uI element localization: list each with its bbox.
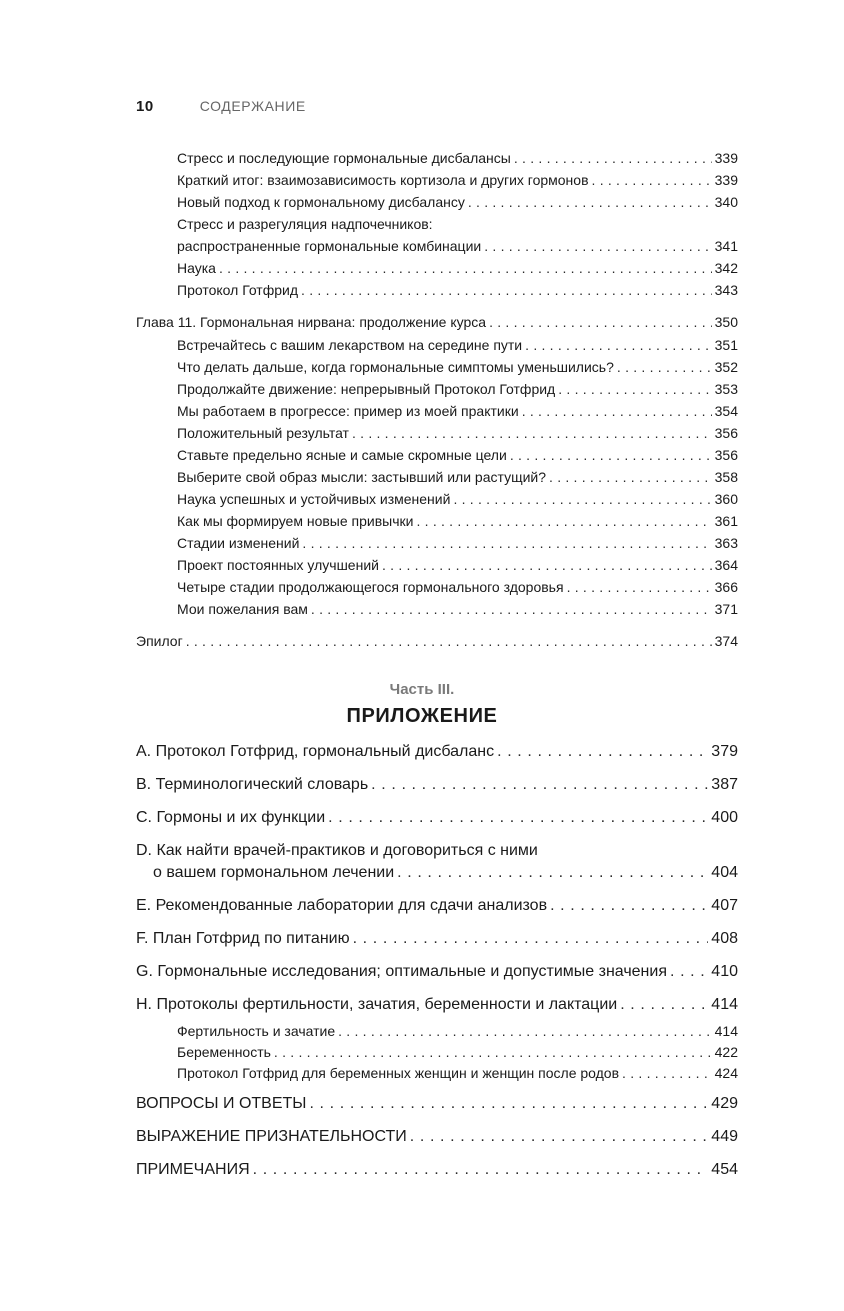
toc-entry-title: Новый подход к гормональному дисбалансу <box>177 194 465 210</box>
toc-appendix-page: 408 <box>711 930 738 947</box>
leader-dots <box>186 633 712 649</box>
toc-entry[interactable] <box>0 337 844 353</box>
leader-dots <box>371 776 708 794</box>
leader-dots <box>338 1023 712 1039</box>
toc-entry-page: 339 <box>714 172 738 188</box>
toc-entry-title: Фертильность и зачатие <box>177 1023 336 1039</box>
toc-backmatter-entry[interactable] <box>0 1095 844 1113</box>
toc-entry-title: Беременность <box>177 1044 271 1060</box>
toc-entry-title: Стресс и последующие гормональные дисбалансы <box>177 150 511 166</box>
page-number: 10 <box>136 98 154 115</box>
toc-appendix-title: G. Гормональные исследования; оптимальные и допустимые значения <box>136 963 667 980</box>
toc-entry-title: Протокол Готфрид <box>177 282 299 298</box>
leader-dots <box>397 864 708 882</box>
leader-dots <box>617 359 712 375</box>
toc-appendix-title: C. Гормоны и их функции <box>136 809 326 826</box>
leader-dots <box>416 513 711 529</box>
toc-entry[interactable] <box>0 150 844 166</box>
toc-entry-title: Наука успешных и устойчивых изменений <box>177 491 451 507</box>
toc-entry-page: 360 <box>714 491 738 507</box>
toc-appendix-title: о вашем гормональном лечении <box>153 864 395 881</box>
toc-entry-title: Наука <box>177 260 216 276</box>
toc-epilogue-page: 374 <box>714 633 738 649</box>
leader-dots <box>353 930 709 948</box>
toc-entry[interactable] <box>0 535 844 551</box>
toc-appendix-title: F. План Готфрид по питанию <box>136 930 350 947</box>
toc-entry-page: 340 <box>714 194 738 210</box>
toc-entry-page: 342 <box>714 260 738 276</box>
toc-entry-title: Встречайтесь с вашим лекарством на середине пути <box>177 337 523 353</box>
toc-entry-title: Мои пожелания вам <box>177 601 308 617</box>
toc-backmatter-title: ВОПРОСЫ И ОТВЕТЫ <box>136 1095 307 1112</box>
toc-entry[interactable] <box>0 1023 844 1039</box>
toc-entry-page: 341 <box>714 238 738 254</box>
toc-entry-title: распространенные гормональные комбинации <box>177 238 482 254</box>
toc-entry-title: Четыре стадии продолжающегося гормонального здоровья <box>177 579 564 595</box>
leader-dots <box>550 897 708 915</box>
leader-dots <box>301 282 712 298</box>
toc-backmatter-page: 449 <box>711 1128 738 1145</box>
toc-entry-page: 356 <box>714 447 738 463</box>
toc-appendix-title: B. Терминологический словарь <box>136 776 369 793</box>
toc-chapter-page: 350 <box>714 314 738 330</box>
toc-entry-page: 356 <box>714 425 738 441</box>
toc-entry[interactable] <box>0 403 844 419</box>
toc-entry-title: Мы работаем в прогрессе: пример из моей практики <box>177 403 519 419</box>
toc-entry-page: 371 <box>714 601 738 617</box>
leader-dots <box>253 1161 709 1179</box>
toc-entry[interactable] <box>0 1044 844 1060</box>
leader-dots <box>274 1044 712 1060</box>
leader-dots <box>219 260 712 276</box>
toc-entry-title: Как мы формируем новые привычки <box>177 513 414 529</box>
toc-entry-page: 343 <box>714 282 738 298</box>
toc-appendix-entry[interactable] <box>0 897 844 915</box>
toc-entry[interactable] <box>0 601 844 617</box>
toc-entry-page: 366 <box>714 579 738 595</box>
toc-entry-title: Выберите свой образ мысли: застывший или растущий? <box>177 469 547 485</box>
toc-entry[interactable] <box>0 381 844 397</box>
toc-entry-page: 358 <box>714 469 738 485</box>
toc-entry[interactable] <box>0 491 844 507</box>
toc-appendix-title-line: D. Как найти врачей-практиков и договориться с ними <box>136 842 538 859</box>
toc-entry-page: 352 <box>714 359 738 375</box>
toc-entry[interactable] <box>0 425 844 441</box>
leader-dots <box>311 601 712 617</box>
toc-entry-title: Краткий итог: взаимозависимость кортизола и других гормонов <box>177 172 589 188</box>
toc-entry[interactable] <box>0 260 844 276</box>
leader-dots <box>525 337 712 353</box>
toc-appendix-page: 379 <box>711 743 738 760</box>
toc-appendix-entry[interactable] <box>0 743 844 761</box>
toc-entry-title: Что делать дальше, когда гормональные симптомы уменьшились? <box>177 359 614 375</box>
leader-dots <box>620 996 708 1014</box>
toc-entry-title: Положительный результат <box>177 425 349 441</box>
part-label: Часть III. <box>389 681 455 698</box>
leader-dots <box>558 381 711 397</box>
toc-backmatter-title: ПРИМЕЧАНИЯ <box>136 1161 250 1178</box>
leader-dots <box>309 1095 708 1113</box>
toc-entry-page: 424 <box>714 1065 738 1081</box>
leader-dots <box>567 579 712 595</box>
toc-entry[interactable] <box>0 579 844 595</box>
toc-appendix-title: E. Рекомендованные лаборатории для сдачи анализов <box>136 897 548 914</box>
leader-dots <box>352 425 712 441</box>
toc-entry[interactable] <box>0 238 844 254</box>
toc-entry-page: 339 <box>714 150 738 166</box>
leader-dots <box>328 809 708 827</box>
toc-appendix-entry[interactable] <box>0 996 844 1014</box>
toc-entry[interactable] <box>0 557 844 573</box>
toc-appendix-title: A. Протокол Готфрид, гормональный дисбаланс <box>136 743 495 760</box>
leader-dots <box>410 1128 709 1146</box>
toc-entry[interactable] <box>0 469 844 485</box>
leader-dots <box>522 403 712 419</box>
toc-entry[interactable] <box>0 282 844 298</box>
toc-appendix-entry[interactable] <box>0 809 844 827</box>
toc-entry[interactable] <box>0 194 844 210</box>
leader-dots <box>549 469 712 485</box>
toc-entry-page: 364 <box>714 557 738 573</box>
toc-chapter-entry[interactable] <box>0 314 844 330</box>
toc-appendix-title: H. Протоколы фертильности, зачатия, беременности и лактации <box>136 996 618 1013</box>
toc-entry-title: Продолжайте движение: непрерывный Протокол Готфрид <box>177 381 556 397</box>
toc-entry-page: 354 <box>714 403 738 419</box>
toc-appendix-page: 410 <box>711 963 738 980</box>
toc-entry-title-line: Стресс и разрегуляция надпочечников: <box>177 216 433 232</box>
toc-appendix-entry[interactable] <box>0 930 844 948</box>
toc-entry-page: 414 <box>714 1023 738 1039</box>
toc-backmatter-title: ВЫРАЖЕНИЕ ПРИЗНАТЕЛЬНОСТИ <box>136 1128 407 1145</box>
toc-entry[interactable] <box>0 1065 844 1081</box>
toc-chapter-title: Глава 11. Гормональная нирвана: продолжение курса <box>136 314 487 330</box>
toc-appendix-page: 407 <box>711 897 738 914</box>
toc-entry[interactable] <box>0 172 844 188</box>
toc-backmatter-entry[interactable] <box>0 1128 844 1146</box>
toc-entry-title: Стадии изменений <box>177 535 300 551</box>
toc-appendix-entry[interactable] <box>0 864 844 882</box>
page-header <box>136 98 306 115</box>
toc-entry[interactable] <box>0 513 844 529</box>
leader-dots <box>484 238 711 254</box>
leader-dots <box>670 963 708 981</box>
toc-entry[interactable] <box>0 447 844 463</box>
toc-entry-page: 351 <box>714 337 738 353</box>
leader-dots <box>497 743 708 761</box>
leader-dots <box>510 447 712 463</box>
toc-appendix-entry[interactable] <box>0 776 844 794</box>
running-title: СОДЕРЖАНИЕ <box>199 98 306 114</box>
leader-dots <box>514 150 712 166</box>
toc-entry-title: Протокол Готфрид для беременных женщин и женщин после родов <box>177 1065 620 1081</box>
leader-dots <box>468 194 712 210</box>
leader-dots <box>622 1065 712 1081</box>
leader-dots <box>592 172 712 188</box>
toc-backmatter-entry[interactable] <box>0 1161 844 1179</box>
leader-dots <box>302 535 711 551</box>
toc-entry-page: 363 <box>714 535 738 551</box>
leader-dots <box>382 557 712 573</box>
toc-epilogue-title: Эпилог <box>136 633 183 649</box>
toc-appendix-page: 404 <box>711 864 738 881</box>
toc-backmatter-page: 429 <box>711 1095 738 1112</box>
toc-entry-page: 353 <box>714 381 738 397</box>
leader-dots <box>489 314 712 330</box>
toc-entry-title: Ставьте предельно ясные и самые скромные цели <box>177 447 507 463</box>
toc-appendix-page: 387 <box>711 776 738 793</box>
toc-entry-page: 422 <box>714 1044 738 1060</box>
toc-appendix-page: 414 <box>711 996 738 1013</box>
part-title: ПРИЛОЖЕНИЕ <box>346 705 498 727</box>
toc-entry-page: 361 <box>714 513 738 529</box>
toc-backmatter-page: 454 <box>711 1161 738 1178</box>
toc-entry[interactable] <box>0 359 844 375</box>
toc-appendix-entry[interactable] <box>0 963 844 981</box>
leader-dots <box>453 491 711 507</box>
toc-epilogue-entry[interactable] <box>0 633 844 649</box>
toc-entry-title: Проект постоянных улучшений <box>177 557 379 573</box>
toc-appendix-page: 400 <box>711 809 738 826</box>
